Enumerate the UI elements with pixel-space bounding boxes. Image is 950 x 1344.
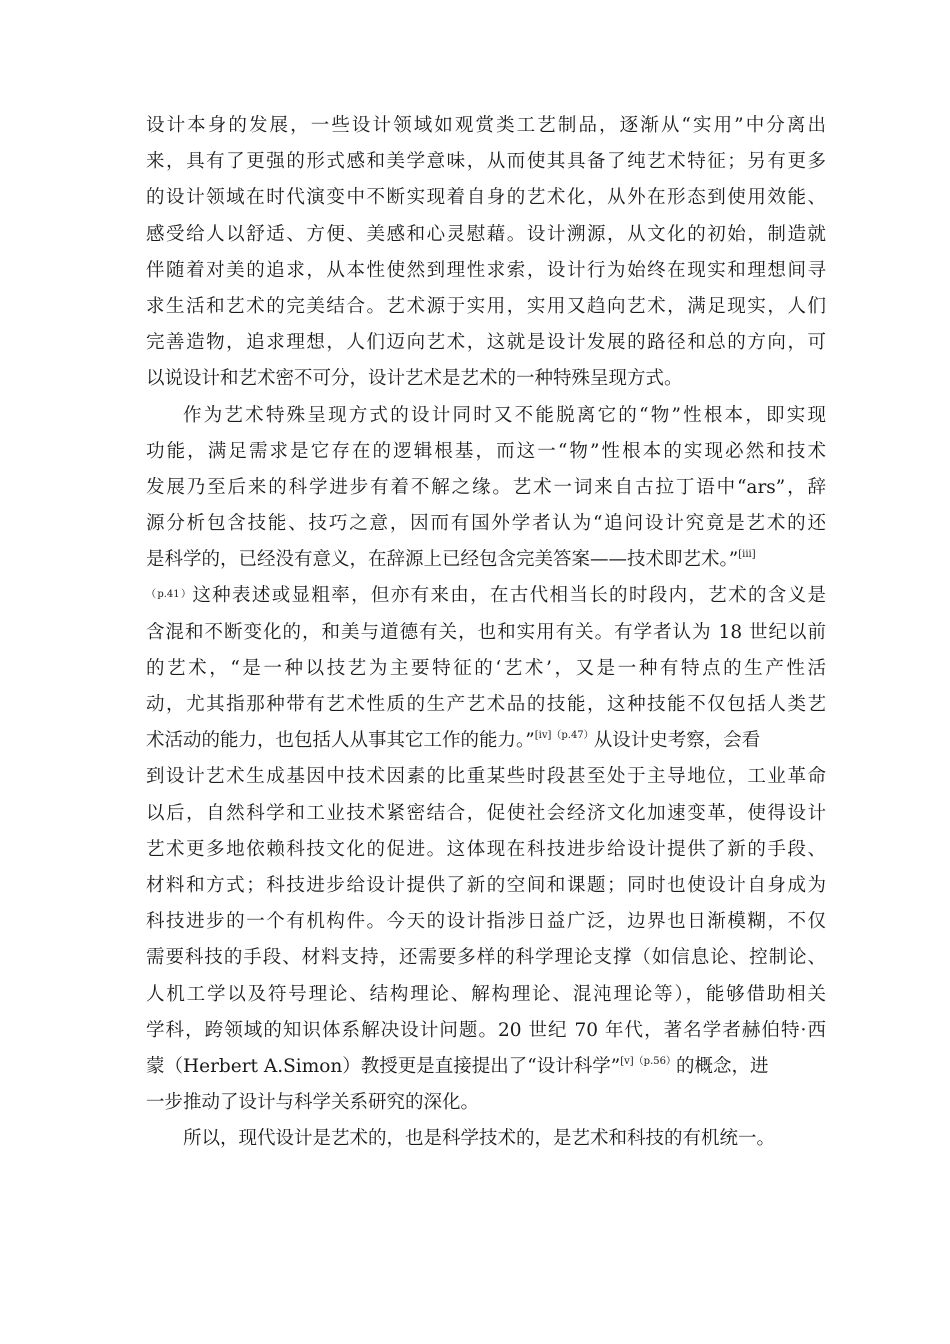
paragraph-line: 完善造物，追求理想，人们迈向艺术，这就是设计发展的路径和总的方向，可 (146, 332, 826, 354)
paragraph-line: 一步推动了设计与科学关系研究的深化。 (146, 1092, 480, 1114)
citation-v: [v]（p.56） (620, 1055, 676, 1067)
line-text: 从设计史考察，会看 (593, 730, 761, 752)
paragraph-line: 功能，满足需求是它存在的逻辑根基，而这一“物”性根本的实现必然和技术 (146, 440, 826, 462)
paragraph-line: 科技进步的一个有机构件。今天的设计指涉日益广泛，边界也日渐模糊，不仅 (146, 911, 826, 933)
paragraph-line: 学科，跨领域的知识体系解决设计问题。20 世纪 70 年代，著名学者赫伯特·西 (146, 1019, 826, 1041)
paragraph-line: 求生活和艺术的完美结合。艺术源于实用，实用又趋向艺术，满足现实，人们 (146, 295, 826, 317)
paragraph-line (146, 1049, 826, 1085)
paragraph-line: 的设计领域在时代演变中不断实现着自身的艺术化，从外在形态到使用效能、 (146, 187, 826, 209)
line-text: 术活动的能力，也包括人从事其它工作的能力。” (146, 730, 535, 752)
paragraph-line: 伴随着对美的追求，从本性使然到理性求索，设计行为始终在现实和理想间寻 (146, 259, 826, 281)
citation-page-41: （p.41） (146, 589, 193, 601)
paragraph-line: 所以，现代设计是艺术的，也是科学技术的，是艺术和科技的有机统一。 (183, 1128, 776, 1150)
paragraph-line: 作为艺术特殊呈现方式的设计同时又不能脱离它的“物”性根本，即实现 (183, 404, 826, 426)
paragraph-line: 动，尤其指那种带有艺术性质的生产艺术品的技能，这种技能不仅包括人类艺 (146, 694, 826, 715)
paragraph-line: 来，具有了更强的形式感和美学意味，从而使其具备了纯艺术特征；另有更多 (146, 151, 826, 173)
line-text: 蒙（Herbert A.Simon）教授更是直接提出了“设计科学” (146, 1055, 621, 1077)
paragraph-line: 感受给人以舒适、方便、美感和心灵慰藉。设计溯源，从文化的初始，制造就 (146, 223, 826, 245)
line-text: 的概念，进 (675, 1055, 769, 1077)
paragraph-line: 到设计艺术生成基因中技术因素的比重某些时段甚至处于主导地位，工业革命 (146, 766, 826, 788)
line-text: 是科学的，已经没有意义，在辞源上已经包含完美答案——技术即艺术。” (146, 549, 739, 571)
line-text: 这种表述或显粗率，但亦有来由，在古代相当长的时段内，艺术的含义是 (192, 585, 826, 607)
paragraph-line: 以说设计和艺术密不可分，设计艺术是艺术的一种特殊呈现方式。 (146, 368, 683, 390)
paragraph-line: 含混和不断变化的，和美与道德有关，也和实用有关。有学者认为 18 世纪以前 (146, 621, 826, 643)
paragraph-line: 设计本身的发展，一些设计领域如观赏类工艺制品，逐渐从“实用”中分离出 (146, 115, 826, 136)
citation-iv: [iv]（p.47） (534, 730, 594, 742)
paragraph-line: 的艺术，“是一种以技艺为主要特征的‘艺术’，又是一种有特点的生产性活 (146, 657, 826, 679)
paragraph-line: 人机工学以及符号理论、结构理论、解构理论、混沌理论等），能够借助相关 (146, 983, 826, 1005)
paragraph-line (146, 723, 826, 759)
paragraph-line: 源分析包含技能、技巧之意，因而有国外学者认为“追问设计究竟是艺术的还 (146, 513, 826, 535)
body-text (146, 108, 826, 1157)
paragraph-line: 以后，自然科学和工业技术紧密结合，促使社会经济文化加速变革，使得设计 (146, 802, 826, 824)
citation-iii: [iii] (738, 549, 756, 561)
paragraph-line: 材料和方式；科技进步给设计提供了新的空间和课题；同时也使设计自身成为 (146, 874, 826, 896)
paragraph-line: 需要科技的手段、材料支持，还需要多样的科学理论支撑（如信息论、控制论、 (146, 947, 826, 969)
paragraph-line (146, 578, 826, 614)
paragraph-line: 发展乃至后来的科学进步有着不解之缘。艺术一词来自古拉丁语中“ars”，辞 (146, 476, 826, 498)
paragraph-line: 艺术更多地依赖科技文化的促进。这体现在科技进步给设计提供了新的手段、 (146, 838, 826, 860)
paragraph-line (146, 542, 826, 578)
